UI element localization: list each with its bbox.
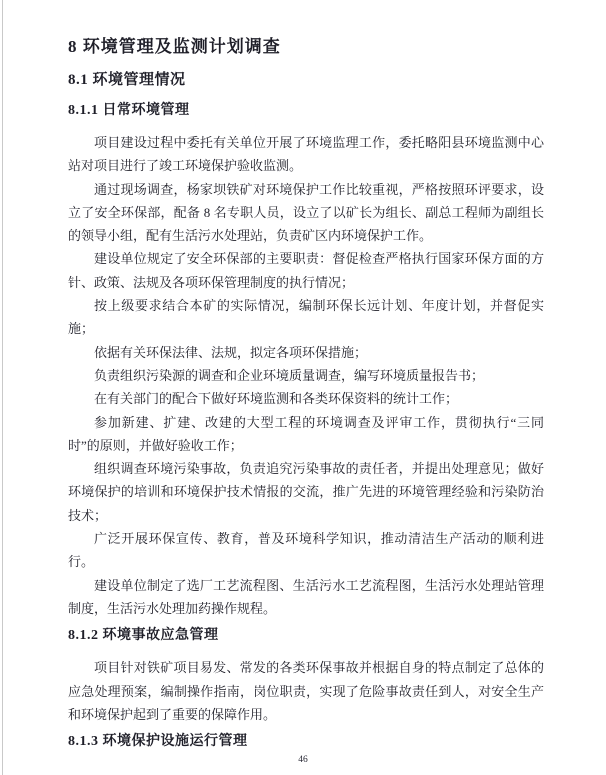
paragraph: 按上级要求结合本矿的实际情况，编制环保长远计划、年度计划，并督促实施； [68, 298, 544, 337]
section-heading-8-1: 8.1 环境管理情况 [68, 72, 186, 88]
paragraph: 参加新建、扩建、改建的大型工程的环境调查及评审工作，贯彻执行“三同时”的原则，并做好验收工作； [68, 414, 544, 453]
paragraph: 建设单位制定了选厂工艺流程图、生活污水工艺流程图，生活污水处理站管理制度，生活污水处理加药操作规程。 [68, 577, 544, 616]
paragraph: 项目针对铁矿项目易发、常发的各类环保事故并根据自身的特点制定了总体的应急处理预案，编制操作指南，岗位职责，实现了危险事故责任到人，对安全生产和环境保护起到了重要的保障作用。 [68, 660, 544, 722]
subsection-heading-8-1-3: 8.1.3 环境保护设施运行管理 [68, 734, 248, 750]
paragraph: 项目建设过程中委托有关单位开展了环境监理工作，委托略阳县环境监测中心站对项目进行了竣工环境保护验收监测。 [68, 135, 544, 174]
page-number: 46 [298, 755, 308, 765]
paragraph: 通过现场调查，杨家坝铁矿对环境保护工作比较重视，严格按照环评要求，设立了安全环保部，配备 8 名专职人员，设立了以矿长为组长、副总工程师为副组长的领导小组，配有生活污水处理站，负责矿区内环境保护工作。 [68, 181, 544, 244]
paragraph: 广泛开展环保宣传、教育，普及环境科学知识，推动清洁生产活动的顺利进行。 [68, 531, 544, 570]
scan-edge-line [2, 0, 3, 775]
subsection-heading-8-1-2: 8.1.2 环境事故应急管理 [68, 628, 219, 644]
document-content [68, 36, 544, 762]
chapter-heading: 8 环境管理及监测计划调查 [68, 37, 281, 56]
paragraph: 建设单位规定了安全环保部的主要职责：督促检查严格执行国家环保方面的方针、政策、法规及各项环保管理制度的执行情况； [68, 251, 544, 290]
paragraph: 依据有关环保法律、法规，拟定各项环保措施； [94, 344, 368, 360]
subsection-heading-8-1-1: 8.1.1 日常环境管理 [68, 103, 190, 118]
paragraph: 在有关部门的配合下做好环境监测和各类环保资料的统计工作； [94, 391, 459, 407]
paragraph: 负责组织污染源的调查和企业环境质量调查，编写环境质量报告书； [94, 367, 485, 383]
paragraph: 组织调查环境污染事故，负责追究污染事故的责任者，并提出处理意见；做好环境保护的培训和环境保护技术情报的交流，推广先进的环境管理经验和污染防治技术； [68, 461, 544, 523]
